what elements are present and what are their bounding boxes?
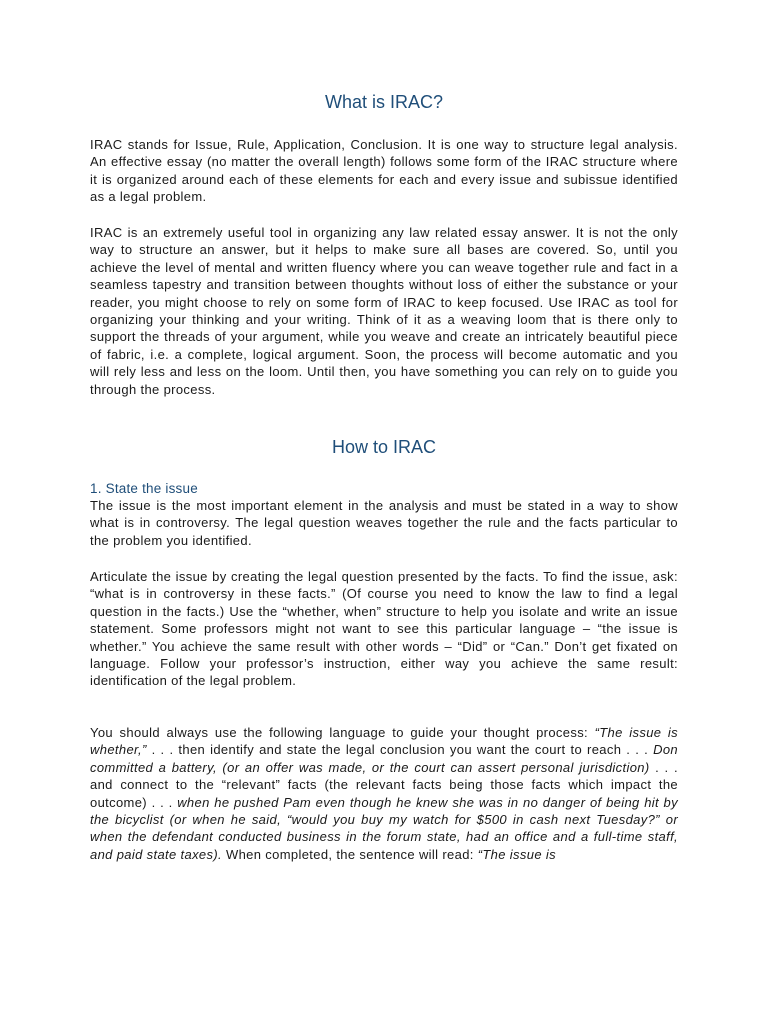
text-span: . . . then identify and state the legal conclusion you want the court to reach . . . (146, 742, 654, 758)
heading-what-is-irac: What is IRAC? (324, 92, 444, 112)
text-span: When completed, the sentence will read: (222, 846, 478, 862)
italic-span: “The issue is (477, 846, 556, 862)
paragraph-irac-usefulness: IRAC is an extremely useful tool in organizing any law related essay answer. It is not the only way to structure an answer, but it helps to make sure all bases are covered. So, until you achieve the level of mental and written fluency where you can weave together rule and fact in a seamless tapestry and transition between thoughts without loss of either the substance or your reader, you might choose to rely on some form of IRAC to keep focused. Use IRAC as tool for organizing your thinking and your writing. Think of it as a weaving loom that is there only to support the threads of your argument, while you weave and create an intricately beautiful piece of fabric, i.e. a complete, logical argument. Soon, the process will become automatic and you will rely less and less on the loom. Until then, you have something you can rely on to guide you through the process. (90, 225, 678, 397)
paragraph-issue-language (90, 724, 678, 863)
italic-span: Don committed a battery, (or an offer was made, or the court can assert personal jurisdiction) (90, 742, 678, 775)
paragraph-articulate-issue: Articulate the issue by creating the legal question presented by the facts. To find the issue, ask: “what is in controversy in these facts.” (Of course you need to know the law to find a legal question in the facts.) Use the “whether, when” structure to help you isolate and write an issue statement. Some professors might not want to see this particular language – “the issue is whether.” You achieve the same result with other words – “Did” or “Can.” Don’t get fixated on language. Follow your professor’s instruction, either way you achieve the same result: identification of the legal problem. (90, 569, 678, 689)
text-span: . . . and connect to the “relevant” facts (the relevant facts being those facts which impact the outcome) . . . (90, 759, 678, 810)
section-heading-state-the-issue: 1. State the issue (90, 481, 198, 496)
text-span: You should always use the following language to guide your thought process: (90, 725, 595, 740)
paragraph-irac-definition: IRAC stands for Issue, Rule, Application, Conclusion. It is one way to structure legal analysis. An effective essay (no matter the overall length) follows some form of the IRAC structure where it is organized around each of these elements for each and every issue and subissue identified as a legal problem. (90, 137, 678, 205)
italic-span: “The issue is whether,” (90, 725, 678, 758)
heading-how-to-irac: How to IRAC (331, 437, 437, 457)
italic-span: when he pushed Pam even though he knew she was in no danger of being hit by the bicyclist (or when he said, “would you buy my watch for $500 in cash next Tuesday?” or when the defendant conducted business in the forum state, had an office and a full-time staff, and paid state taxes). (90, 794, 678, 862)
paragraph-issue-importance: The issue is the most important element in the analysis and must be stated in a way to show what is in controversy. The legal question weaves together the rule and the facts particular to the problem you identified. (90, 498, 678, 548)
